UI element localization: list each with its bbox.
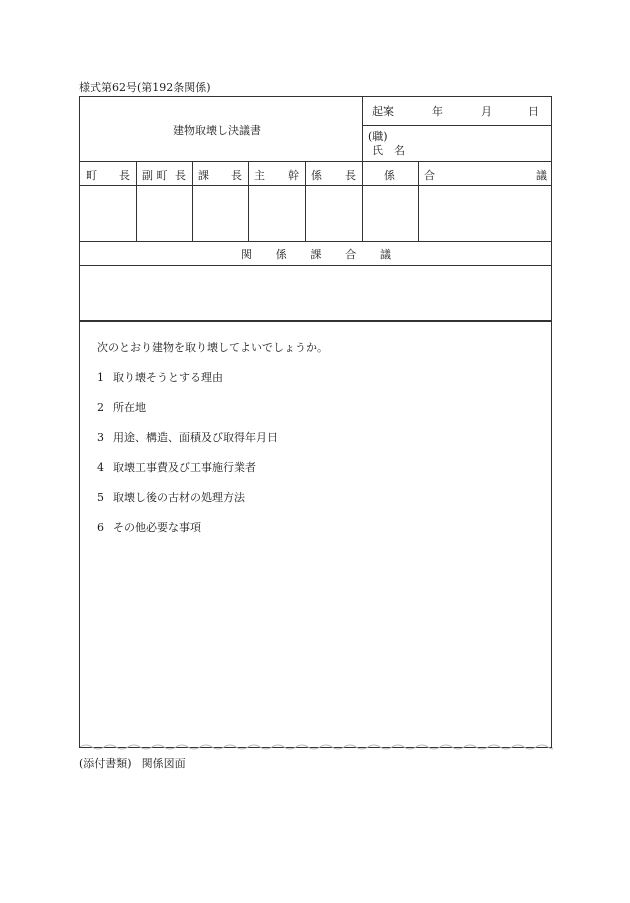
approval-header-chief-officer: [254, 169, 299, 182]
approval-col-divider: [248, 161, 249, 241]
body-item-text: 取壊工事費及び工事施行業者: [113, 461, 256, 474]
drafted-label: 起案: [372, 105, 394, 118]
approval-header-left: 副 町: [142, 169, 168, 182]
name-label: 氏 名: [372, 144, 405, 157]
body-item: [97, 429, 278, 445]
form-number: 様式第62号(第192条関係): [79, 81, 211, 94]
body-item-number: 5: [97, 491, 104, 504]
approval-header-mayor: [86, 169, 130, 182]
body-item-text: 用途、構造、面積及び取得年月日: [113, 431, 278, 444]
month-label: 月: [481, 105, 492, 118]
approval-col-divider: [192, 161, 193, 241]
body-top-line: [80, 320, 551, 322]
related-section-title: [241, 248, 391, 261]
approval-header-right: 幹: [288, 169, 299, 182]
body-item-text: 取壊し後の古材の処理方法: [113, 491, 245, 504]
body-item-number: 4: [97, 461, 104, 474]
approval-header-right: 議: [536, 169, 547, 182]
approval-header-right: 長: [119, 169, 130, 182]
approval-header-consultation: [424, 169, 547, 182]
body-item-text: 所在地: [113, 401, 146, 414]
body-item-number: 2: [97, 401, 104, 414]
approval-header-staff: 係: [384, 169, 395, 182]
approval-header-right: 長: [345, 169, 356, 182]
approval-header-left: 係: [311, 169, 322, 182]
approval-col-divider: [305, 161, 306, 241]
approval-col-divider: [136, 161, 137, 241]
body-item: [97, 519, 201, 535]
body-item-number: 1: [97, 371, 104, 384]
attachment-value: 関係図面: [141, 757, 186, 770]
approval-header-left: 町: [86, 169, 97, 182]
approval-header-right: 長: [231, 169, 242, 182]
body-item: [97, 459, 256, 475]
approval-header-deputy-mayor: [142, 169, 186, 182]
body-item: [97, 489, 245, 505]
body-item: [97, 399, 146, 415]
approval-header-bottom-line: [80, 185, 551, 186]
approval-header-unit-chief: [311, 169, 356, 182]
attachment-note: [79, 755, 186, 771]
year-label: 年: [432, 105, 443, 118]
related-title-char: 係: [275, 248, 287, 261]
day-label: 日: [528, 105, 539, 118]
approval-header-left: 課: [198, 169, 209, 182]
related-title-char: 関: [241, 248, 252, 261]
approval-header-right: 長: [175, 169, 186, 182]
related-title-char: 議: [380, 248, 391, 261]
body-intro: 次のとおり建物を取り壊してよいでしょうか。: [97, 341, 328, 354]
approval-col-divider: [418, 161, 419, 241]
body-item-number: 6: [97, 521, 104, 534]
header-row-divider: [362, 125, 551, 126]
body-item: [97, 369, 223, 385]
body-item-text: その他必要な事項: [113, 521, 201, 534]
tear-edge-decoration: [80, 743, 553, 751]
approval-header-section-chief: [198, 169, 242, 182]
approval-top-line: [80, 161, 551, 162]
document-title: 建物取壊し決議書: [173, 124, 261, 137]
approval-col-divider: [362, 161, 363, 241]
resolution-form: [79, 96, 552, 748]
header-divider: [362, 97, 363, 161]
approval-header-left: 合: [424, 169, 435, 182]
related-title-char: 課: [310, 248, 322, 261]
position-label: (職): [368, 130, 388, 143]
body-item-text: 取り壊そうとする理由: [113, 371, 223, 384]
related-title-line: [80, 265, 551, 266]
attachment-label: (添付書類): [79, 757, 132, 770]
approval-bottom-line: [80, 241, 551, 242]
body-item-number: 3: [97, 431, 104, 444]
related-title-char: 合: [345, 248, 357, 261]
approval-header-left: 主: [254, 169, 265, 182]
